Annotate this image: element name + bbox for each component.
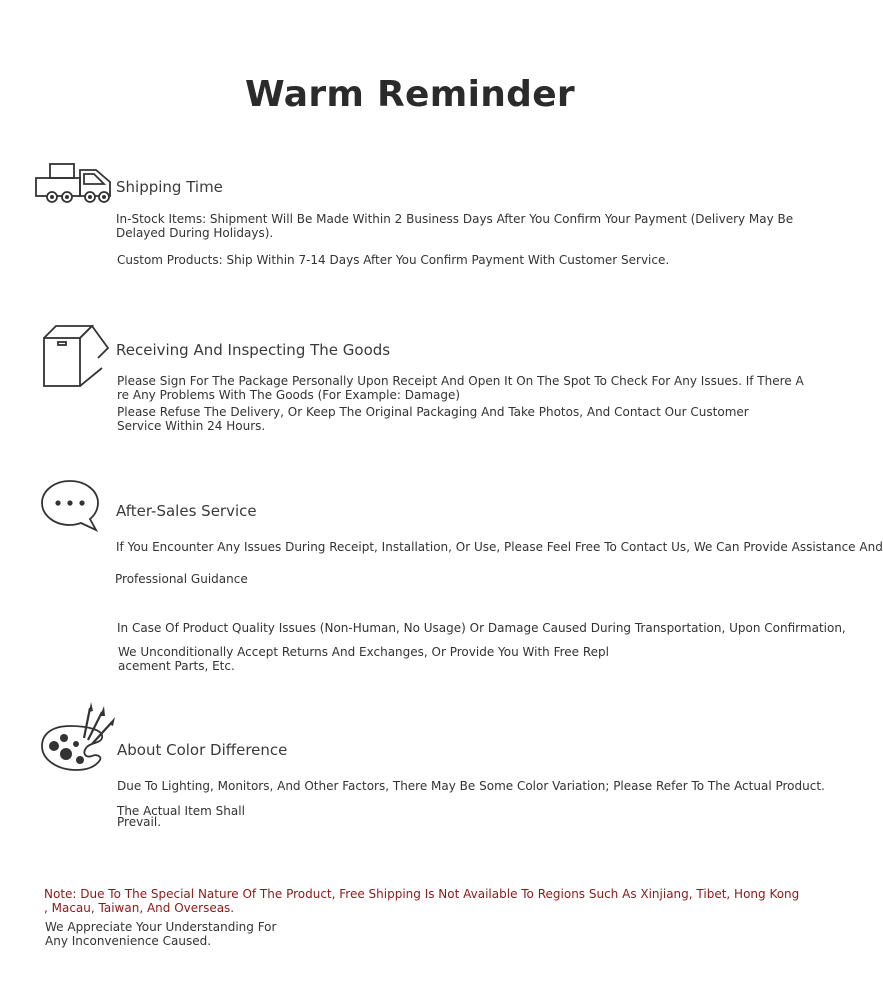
shipping-note: [44, 887, 800, 915]
text-line: We Appreciate Your Understanding For: [45, 920, 277, 934]
shipping-paragraph-2: Custom Products: Ship Within 7-14 Days After You Confirm Payment With Customer Service.: [117, 253, 670, 267]
paint-palette-icon: [40, 702, 116, 774]
text-line: If You Encounter Any Issues During Receipt, Installation, Or Use, Please Feel Free To Contact Us, We Can Provide Assistance And: [116, 540, 883, 554]
shipping-paragraph-1: [116, 212, 794, 240]
receiving-paragraph-2: [117, 405, 777, 433]
text-line: Prevail.: [117, 815, 162, 829]
section-heading-shipping: Shipping Time: [116, 178, 223, 196]
text-line: acement Parts, Etc.: [118, 659, 235, 673]
after-sales-line-2: Professional Guidance: [115, 572, 248, 586]
chat-bubble-icon: [40, 479, 102, 533]
after-sales-line-1-clip: [116, 540, 883, 556]
text-line: Please Sign For The Package Personally Upon Receipt And Open It On The Spot To Check For Any Issues. If There A: [117, 374, 804, 388]
receiving-paragraph-1: [117, 374, 804, 402]
truck-icon: [34, 160, 124, 206]
appreciation-text: [45, 920, 305, 948]
color-paragraph-2: [117, 806, 317, 828]
text-line: Service Within 24 Hours.: [117, 419, 266, 433]
color-line-1: Due To Lighting, Monitors, And Other Factors, There May Be Some Color Variation; Please Refer To The Actual Product.: [117, 779, 825, 793]
page-title: Warm Reminder: [245, 74, 575, 115]
text-line: The Actual Item Shall: [117, 804, 245, 818]
text-line: re Any Problems With The Goods (For Example: Damage): [117, 388, 461, 402]
text-line: Note: Due To The Special Nature Of The Product, Free Shipping Is Not Available To Regions Such As Xinjiang, Tibet, Hong Kong: [44, 887, 800, 901]
text-line: In-Stock Items: Shipment Will Be Made Within 2 Business Days After You Confirm Your Payment (Delivery May Be: [116, 212, 794, 226]
text-line: We Unconditionally Accept Returns And Exchanges, Or Provide You With Free Repl: [118, 645, 609, 659]
section-heading-receiving: Receiving And Inspecting The Goods: [116, 341, 391, 359]
text-line: Any Inconvenience Caused.: [45, 934, 212, 948]
text-line: In Case Of Product Quality Issues (Non-Human, No Usage) Or Damage Caused During Transportation, Upon Confirmation,: [117, 621, 846, 635]
after-sales-line-3-clip: [117, 621, 846, 637]
text-line: Delayed During Holidays).: [116, 226, 274, 240]
text-line: , Macau, Taiwan, And Overseas.: [44, 901, 235, 915]
section-heading-color: About Color Difference: [117, 741, 288, 759]
after-sales-paragraph-returns: [118, 645, 718, 673]
text-line: Please Refuse The Delivery, Or Keep The Original Packaging And Take Photos, And Contact Our Customer: [117, 405, 749, 419]
package-box-icon: [42, 324, 112, 388]
section-heading-after-sales: After-Sales Service: [116, 502, 257, 520]
